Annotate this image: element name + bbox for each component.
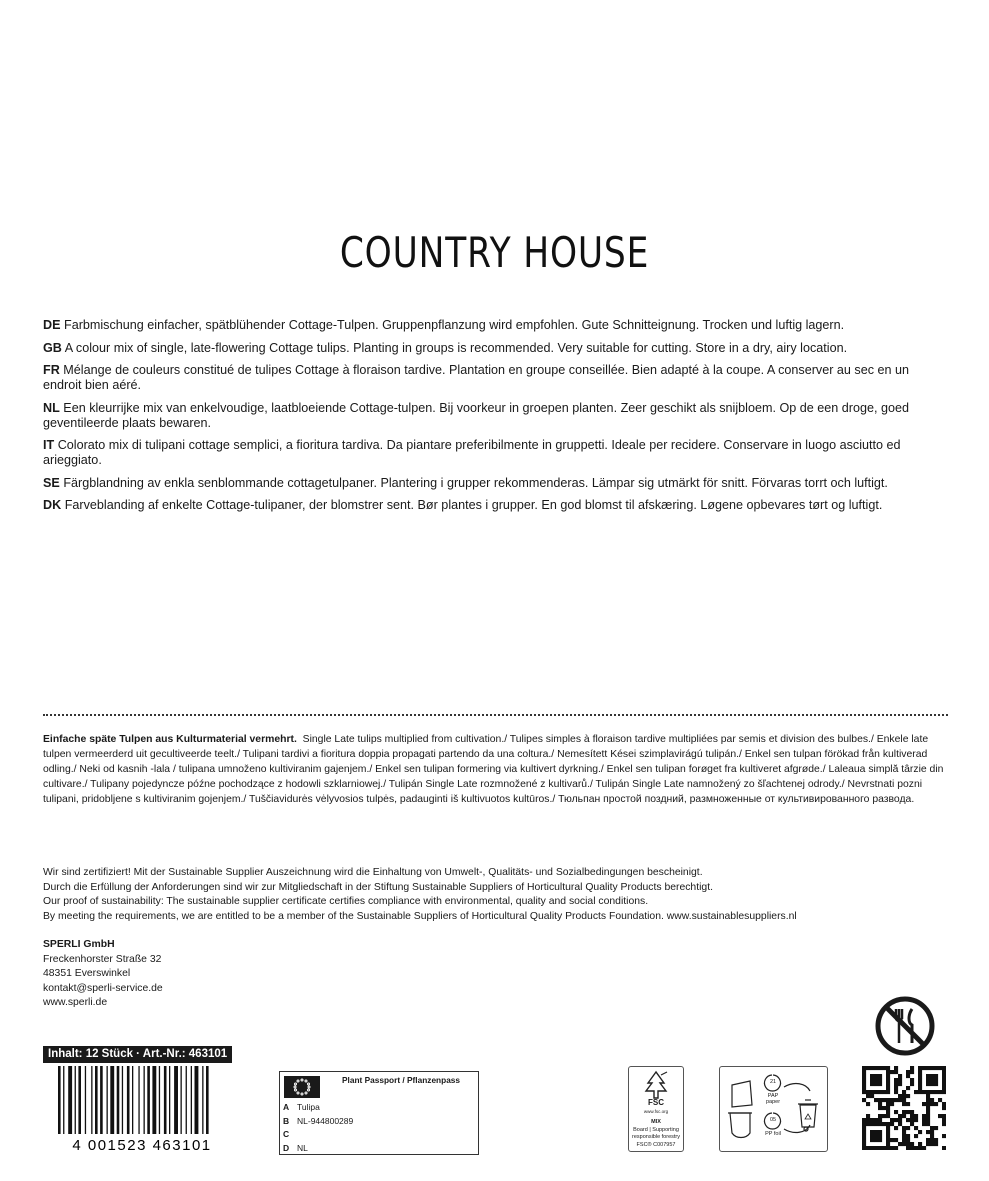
passport-row: A Tulipa — [283, 1102, 320, 1112]
barcode — [44, 1066, 240, 1154]
recycling-info — [719, 1066, 828, 1152]
recycle-foil-label: PP foil — [765, 1131, 781, 1137]
content-badge: Inhalt: 12 Stück · Art.-Nr.: 463101 — [43, 1046, 232, 1063]
recycle-paper-number: 21 — [769, 1079, 777, 1085]
certification-line: Wir sind zertifiziert! Mit der Sustainable Supplier Auszeichnung wird die Einhaltung von Umwelt-, Qualitäts- und Sozialbedingungen bescheinigt. — [43, 867, 703, 878]
description-gb: GB A colour mix of single, late-flowering Cottage tulips. Planting in groups is recommended. Very suitable for cutting. Store in a dry, airy location. — [43, 340, 848, 355]
product-title: COUNTRY HOUSE — [339, 228, 650, 277]
fsc-tree-icon — [629, 1069, 683, 1101]
company-name: SPERLI GmbH — [43, 939, 115, 950]
fsc-logo: FSC www.fsc.org MIX Board | Supporting responsible forestry FSC® C007957 — [628, 1066, 684, 1152]
passport-row: C — [283, 1129, 290, 1139]
company-address — [43, 938, 163, 1011]
descriptions — [43, 318, 948, 521]
company-email: kontakt@sperli-service.de — [43, 982, 163, 994]
certification-line: By meeting the requirements, we are entitled to be a member of the Sustainable Suppliers of Horticultural Quality Products Foundation. www.sustainablesuppliers.nl — [43, 910, 797, 922]
description-nl: NL Een kleurrijke mix van enkelvoudige, laatbloeiende Cottage-tulpen. Bij voorkeur in groepen planten. Zeer geschikt als snijbloem. Op de een droge, goed geventileerde plaats bewaren. — [43, 400, 909, 430]
plant-passport-title: Plant Passport / Pflanzenpass — [342, 1075, 461, 1085]
passport-row: B NL-944800289 — [283, 1115, 354, 1126]
description-de: DE Farbmischung einfacher, spätblühender Cottage-Tulpen. Gruppenpflanzung wird empfohlen. Gute Schnitteignung. Trocken und luftig lagern. — [43, 318, 845, 332]
company-website: www.sperli.de — [43, 997, 108, 1008]
botanical-note-text: Single Late tulips multiplied from cultivation./ Tulipes simples à floraison tardive multipliées par semis et division des bulbes./ Enkele late tulpen vermeerderd uit gecultiveerde teelt./ Tulipani tardivi a fioritura doppia propagati partendo da una coltura./ Nemesített Kései szimplavirágú tulipán./ Enkel sen tulpan förökad från kultiverad odling./ Neki od kasnih -lala / tulipana umnoženo kultiviranim gajenjem./ Enkel sen tulipan formering via kultivert dyrkning./ Enkel sen tulipan forøget fra kultiveret afgrøde./ Laleaua simplă târzie din cultivare./ Tulipany pojedyncze późne pochodzące z hodowli szklarniowej./ Tulipán Single Late rozmnožené z kultivarů./ Tulipán Single Late namnožený zo šľachtenej odrody./ Nevrstnati pozni tulipani, pridobljene s kultiviranim gojenjem./ Tuščiavidurės vėlyvosios tulpės, padauginti iš kultivuotos kultūros./ Тюльпан простой поздний, размноженные от культивированного развода. — [43, 734, 944, 805]
recycle-icon — [803, 1113, 813, 1123]
recycle-foil-number: 05 — [769, 1117, 777, 1123]
plant-passport — [279, 1071, 479, 1155]
certification-text — [43, 866, 948, 924]
description-se: SE Färgblandning av enkla senblommande cottagetulpaner. Plantering i grupper rekommenderas. Lämpar sig utmärkt för snitt. Förvaras torrt och luftigt. — [43, 475, 888, 490]
qr-code-icon — [862, 1066, 946, 1150]
certification-line: Durch die Erfüllung der Anforderungen sind wir zur Mitgliedschaft in der Stiftung Sustainable Suppliers of Horticultural Quality Products berechtigt. — [43, 881, 713, 893]
recycle-paper-label: PAP paper — [765, 1093, 781, 1105]
company-city: 48351 Everswinkel — [43, 968, 131, 979]
passport-row: D NL — [283, 1142, 308, 1153]
company-street: Freckenhorster Straße 32 — [43, 953, 162, 965]
certification-line: Our proof of sustainability: The sustainable supplier certificate certifies compliance with environmental, quality and social conditions. — [43, 896, 649, 907]
description-it: IT Colorato mix di tulipani cottage semplici, a fioritura tardiva. Da piantare preferibilmente in gruppetti. Ideale per recidere. Conservare in luogo asciutto ed arieggiato. — [43, 438, 901, 467]
barcode-number: 4 001523 463101 — [72, 1137, 212, 1154]
botanical-note — [43, 732, 948, 807]
eu-flag-icon — [284, 1076, 320, 1098]
not-edible-icon — [874, 995, 936, 1057]
description-dk: DK Farveblanding af enkelte Cottage-tulipaner, der blomstrer sent. Bør plantes i grupper. En god blomst til afskæring. Løgene opbevares tørt og luftigt. — [43, 498, 883, 512]
dotted-divider — [43, 714, 948, 716]
botanical-note-lead: Einfache späte Tulpen aus Kulturmaterial vermehrt. — [43, 734, 297, 745]
description-fr: FR Mélange de couleurs constitué de tulipes Cottage à floraison tardive. Plantation en groupe conseillée. Bien adapté à la coupe. A conserver au sec en un endroit bien aéré. — [43, 363, 910, 392]
